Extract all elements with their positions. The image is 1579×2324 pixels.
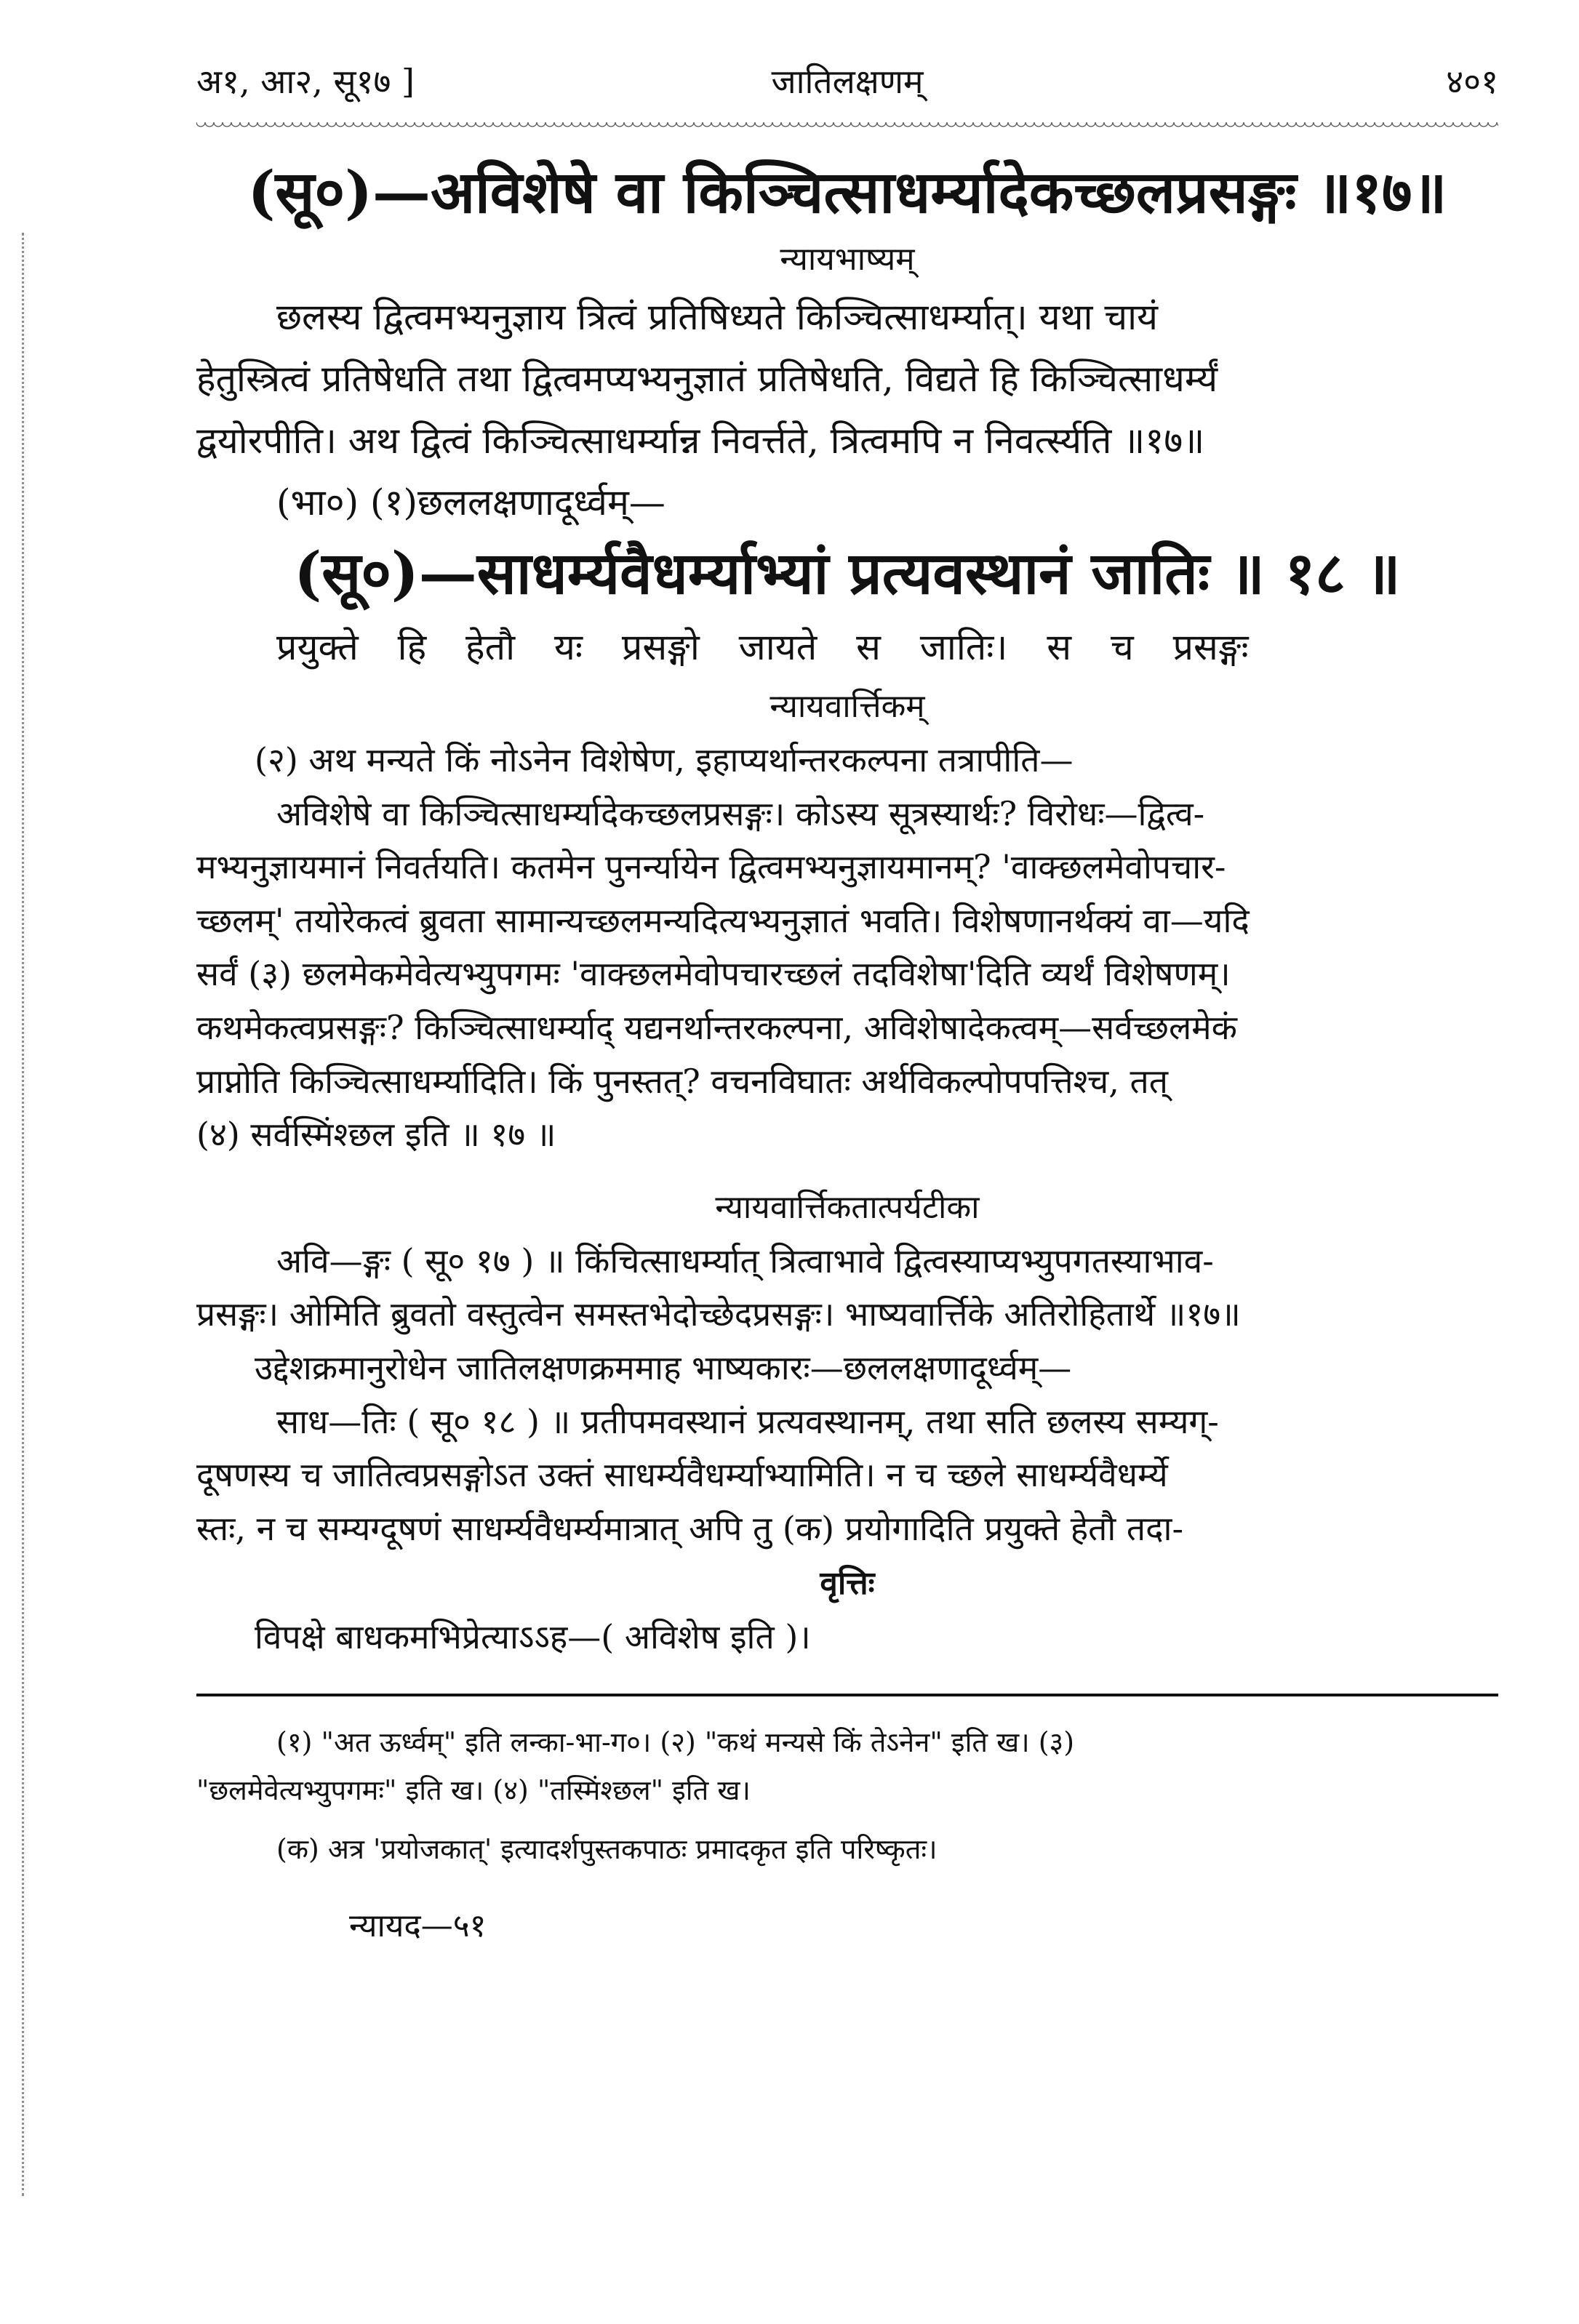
bhashya-intro: (भा०) (१)छललक्षणादूर्ध्वम्—	[276, 481, 665, 524]
bhashya-line: द्वयोरपीति। अथ द्वित्वं किञ्चित्साधर्म्यान्न निवर्त्तते, त्रित्वमपि न निवर्त्स्यति ॥१७॥	[196, 420, 1205, 462]
footnote-line: (क) अत्र 'प्रयोजकात्' इत्यादर्शपुस्तकपाठः प्रमादकृत इति परिष्कृतः।	[276, 1832, 938, 1865]
signature-mark: न्यायद—५१	[349, 1907, 487, 1945]
bhashya-title: न्यायभाष्यम्	[780, 241, 915, 278]
vritti-title: वृत्तिः	[820, 1565, 875, 1603]
tika-line: प्रसङ्गः। ओमिति ब्रुवतो वस्तुत्वेन समस्तभेदोच्छेदप्रसङ्गः। भाष्यवार्त्तिके अतिरोहितार्थे ॥१७॥	[196, 1294, 1241, 1334]
footnote-line: (१) "अत ऊर्ध्वम्" इति लन्का-भा-ग०। (२) "कथं मन्यसे किं तेऽनेन" इति ख। (३)	[276, 1726, 1075, 1758]
sutra-18-comment-line: प्रयुक्ते हि हेतौ यः प्रसङ्गो जायते स जातिः। स च प्रसङ्गः	[276, 626, 1249, 668]
sutra-18: (सू०)—साधर्म्यवैधर्म्याभ्यां प्रत्यवस्थानं जातिः ॥ १८ ॥	[294, 539, 1401, 607]
tika-line: अवि—ङ्गः ( सू० १७ ) ॥ किंचित्साधर्म्यात् त्रित्वाभावे द्वित्वस्याप्यभ्युपगतस्याभाव-	[276, 1241, 1214, 1281]
vartika-line: (४) सर्वस्मिंश्छल इति ॥ १७ ॥	[196, 1115, 556, 1155]
vartika-line: कथमेकत्वप्रसङ्गः? किञ्चित्साधर्म्याद् यद्यनर्थान्तरकल्पना, अविशेषादेकत्वम्—सर्वच्छलमेकं	[196, 1007, 1237, 1047]
footnotes	[196, 1718, 1498, 1874]
vartika-text	[196, 734, 1498, 1162]
tika-line: दूषणस्य च जातित्वप्रसङ्गोऽत उक्तं साधर्म्यवैधर्म्याभ्यामिति। न च च्छले साधर्म्यवैधर्म्ये	[196, 1455, 1168, 1495]
header-section-ref: अ१, आ२, सू१७ ]	[196, 62, 415, 101]
sutra-17: (सू०)—अविशेषे वा किञ्चित्साधर्म्यादेकच्छलप्रसङ्गः ॥१७॥	[247, 158, 1447, 226]
bhashya-line: हेतुस्त्रित्वं प्रतिषेधति तथा द्वित्वमप्यभ्यनुज्ञातं प्रतिषेधति, विद्यते हि किञ्चित्साधर्म्यं	[196, 358, 1218, 400]
tika-title: न्यायवार्त्तिकतात्पर्यटीका	[715, 1188, 980, 1226]
vartika-line: च्छलम्' तयोरेकत्वं ब्रुवता सामान्यच्छलमन्यदित्यभ्यनुज्ञातं भवति। विशेषणानर्थक्यं वा—यदि	[196, 900, 1250, 940]
binding-edge-decoration	[22, 233, 28, 2196]
vartika-line: अविशेषे वा किञ्चित्साधर्म्यादेकच्छलप्रसङ्गः। कोऽस्य सूत्रस्यार्थः? विरोधः—द्वित्व-	[276, 793, 1205, 833]
wavy-divider	[196, 122, 1498, 140]
vartika-line: (२) अथ मन्यते किं नोऽनेन विशेषेण, इहाप्यर्थान्तरकल्पना तत्रापीति—	[255, 740, 1074, 780]
footnote-rule	[196, 1694, 1498, 1696]
running-header	[196, 58, 1498, 118]
tika-line: साध—तिः ( सू० १८ ) ॥ प्रतीपमवस्थानं प्रत्यवस्थानम्, तथा सति छलस्य सम्यग्-	[276, 1401, 1219, 1441]
vartika-line: प्राप्नोति किञ्चित्साधर्म्यादिति। किं पुनस्तत्? वचनविघातः अर्थविकल्पोपपत्तिश्च, तत्	[196, 1061, 1168, 1101]
tika-line: उद्देशक्रमानुरोधेन जातिलक्षणक्रममाह भाष्यकारः—छललक्षणादूर्ध्वम्—	[255, 1347, 1072, 1387]
bhashya-text	[196, 287, 1498, 534]
vritti-text	[196, 1611, 1498, 1664]
tika-text	[196, 1235, 1498, 1556]
vartika-line: सर्वं (३) छलमेकमेवेत्यभ्युपगमः 'वाक्छलमेवोपचारच्छलं तदविशेषा'दिति व्यर्थं विशेषणम्।	[196, 954, 1231, 994]
page-content	[196, 58, 1498, 1946]
vartika-title: न्यायवार्त्तिकम्	[769, 688, 925, 725]
vritti-line: विपक्षे बाधकमभिप्रेत्याऽऽह—( अविशेष इति )।	[255, 1617, 811, 1657]
bhashya-line: छलस्य द्वित्वमभ्यनुज्ञाय त्रित्वं प्रतिषिध्यते किञ्चित्साधर्म्यात्। यथा चायं	[276, 296, 1159, 338]
header-chapter-title: जातिलक्षणम्	[771, 62, 924, 101]
sutra-18-comment	[196, 617, 1498, 678]
page-number: ४०१	[1446, 62, 1498, 101]
tika-line: स्तः, न च सम्यग्दूषणं साधर्म्यवैधर्म्यमात्रात् अपि तु (क) प्रयोगादिति प्रयुक्ते हेतौ तदा-	[196, 1508, 1183, 1548]
vartika-line: मभ्यनुज्ञायमानं निवर्तयति। कतमेन पुनर्न्यायेन द्वित्वमभ्यनुज्ञायमानम्? 'वाक्छलमेवोपचार-	[196, 847, 1226, 887]
footnote-line: "छलमेवेत्यभ्युपगमः" इति ख। (४) "तस्मिंश्छल" इति ख।	[196, 1774, 751, 1807]
